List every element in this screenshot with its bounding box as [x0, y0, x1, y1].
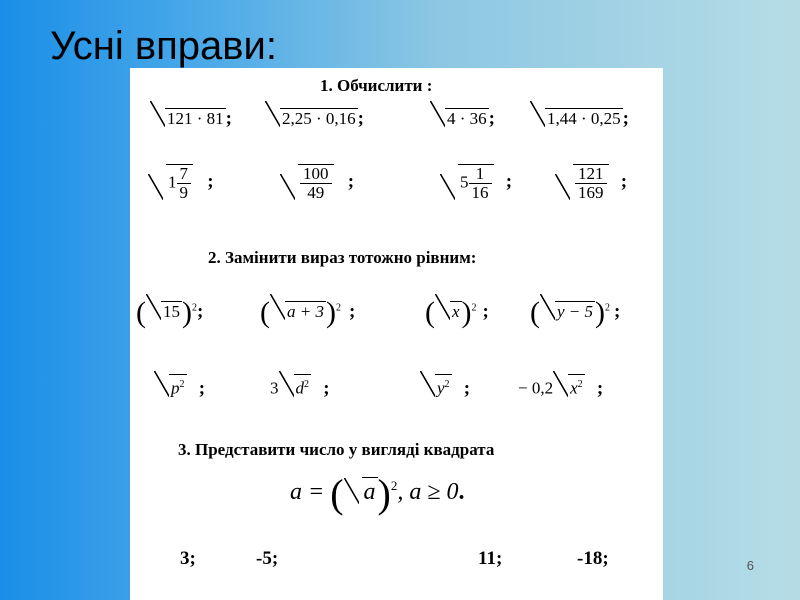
exercise-panel: [130, 68, 663, 600]
number-3: 11;: [478, 548, 503, 569]
number-2: -5;: [256, 548, 279, 569]
expr-2-6: 3 $d^2$ ;: [270, 374, 330, 400]
expr-1-8: $\frac{121}{169}$ ;: [555, 164, 627, 202]
expr-1-3: 4 · 36 ;: [430, 108, 495, 130]
page-number: 6: [746, 558, 754, 573]
expr-1-2: 2,25 · 0,16 ;: [265, 108, 364, 130]
slide-title: Усні вправи:: [50, 24, 277, 68]
number-1: 3;: [180, 548, 196, 569]
section-1-heading: 1. Обчислити :: [320, 76, 433, 95]
expr-2-1: ( 15)$^2$;: [136, 296, 204, 329]
expr-1-5: 1 $\frac{7}{9}$ ;: [148, 164, 214, 202]
expr-2-7: $y^2$ ;: [420, 374, 470, 400]
section-2-heading: 2. Замінити вираз тотожно рівним:: [208, 248, 477, 267]
expr-2-4: ( y − 5)$^2$ ;: [530, 296, 621, 329]
section-3-heading: 3. Представити число у вигляді квадрата: [178, 440, 495, 459]
expr-1-1: 121 · 81 ;: [150, 108, 232, 130]
expr-1-6: $\frac{100}{49}$ ;: [280, 164, 354, 202]
number-4: -18;: [577, 548, 609, 569]
expr-1-7: 5 $\frac{1}{16}$ ;: [440, 164, 512, 202]
expr-2-5: $p^2$ ;: [154, 374, 205, 400]
expr-2-2: ( a + 3)$^2$ ;: [260, 296, 356, 329]
expr-1-4: 1,44 · 0,25 ;: [530, 108, 629, 130]
expr-2-8: − 0,2 $x^2$ ;: [518, 374, 603, 400]
expr-2-3: ( x)$^2$ ;: [425, 296, 489, 329]
square-formula: a = ( a)$^2$, a ≥ 0.: [290, 471, 465, 516]
